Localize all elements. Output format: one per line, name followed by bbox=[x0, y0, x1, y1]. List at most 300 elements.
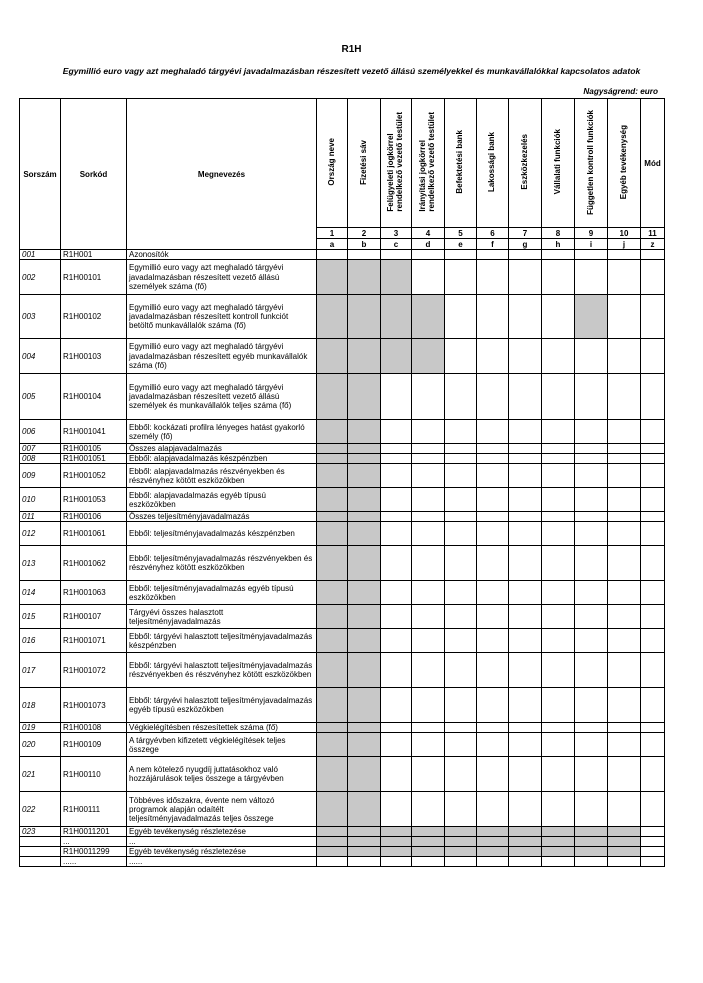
data-cell[interactable] bbox=[509, 512, 542, 522]
data-cell[interactable] bbox=[509, 581, 542, 605]
row-sorszam: 012 bbox=[20, 522, 61, 546]
data-cell[interactable] bbox=[412, 522, 445, 546]
data-cell[interactable] bbox=[445, 653, 477, 688]
row-sorszam: 003 bbox=[20, 295, 61, 339]
data-cell[interactable] bbox=[445, 488, 477, 512]
data-cell[interactable] bbox=[509, 374, 542, 420]
row-megnevezes: Végkielégítésben részesítettek száma (fő) bbox=[127, 723, 317, 733]
data-cell[interactable] bbox=[608, 250, 641, 260]
table-body bbox=[20, 250, 665, 867]
data-cell[interactable] bbox=[641, 837, 665, 847]
data-cell bbox=[348, 454, 381, 464]
data-cell[interactable] bbox=[509, 295, 542, 339]
row-megnevezes: Egyéb tevékenység részletezése bbox=[127, 847, 317, 857]
data-cell[interactable] bbox=[445, 512, 477, 522]
data-cell[interactable] bbox=[641, 653, 665, 688]
data-cell[interactable] bbox=[445, 546, 477, 581]
data-cell[interactable] bbox=[445, 260, 477, 295]
row-megnevezes: Ebből: alapjavadalmazás egyéb típusú eszközökben bbox=[127, 488, 317, 512]
data-cell[interactable] bbox=[445, 522, 477, 546]
data-cell bbox=[317, 733, 348, 757]
row-megnevezes: Ebből: teljesítményjavadalmazás készpénzben bbox=[127, 522, 317, 546]
row-sorszam: 022 bbox=[20, 792, 61, 827]
row-megnevezes: Összes alapjavadalmazás bbox=[127, 444, 317, 454]
data-cell[interactable] bbox=[445, 454, 477, 464]
data-cell[interactable] bbox=[608, 512, 641, 522]
data-cell bbox=[381, 260, 412, 295]
data-cell[interactable] bbox=[641, 339, 665, 374]
data-cell[interactable] bbox=[477, 512, 509, 522]
data-cell[interactable] bbox=[542, 653, 575, 688]
data-cell[interactable] bbox=[412, 857, 445, 867]
data-cell[interactable] bbox=[412, 420, 445, 444]
data-cell[interactable] bbox=[542, 454, 575, 464]
table-row bbox=[20, 260, 665, 295]
data-cell[interactable] bbox=[477, 757, 509, 792]
data-cell[interactable] bbox=[445, 420, 477, 444]
data-cell[interactable] bbox=[445, 444, 477, 454]
data-cell[interactable] bbox=[575, 250, 608, 260]
data-cell bbox=[317, 723, 348, 733]
data-cell[interactable] bbox=[542, 733, 575, 757]
header-col-4: Irányítási jogkörrel rendelkező vezető testület bbox=[412, 99, 445, 228]
data-cell bbox=[317, 629, 348, 653]
data-cell[interactable] bbox=[608, 295, 641, 339]
data-cell[interactable] bbox=[575, 629, 608, 653]
data-cell[interactable] bbox=[542, 488, 575, 512]
data-cell[interactable] bbox=[381, 420, 412, 444]
data-cell[interactable] bbox=[542, 295, 575, 339]
data-cell[interactable] bbox=[381, 605, 412, 629]
data-cell[interactable] bbox=[575, 757, 608, 792]
data-cell[interactable] bbox=[608, 546, 641, 581]
data-cell bbox=[317, 581, 348, 605]
row-sorszam: 005 bbox=[20, 374, 61, 420]
data-cell[interactable] bbox=[477, 260, 509, 295]
data-cell bbox=[348, 733, 381, 757]
data-cell[interactable] bbox=[477, 295, 509, 339]
row-sorszam: 018 bbox=[20, 688, 61, 723]
data-cell[interactable] bbox=[381, 488, 412, 512]
data-cell[interactable] bbox=[608, 464, 641, 488]
data-cell[interactable] bbox=[542, 374, 575, 420]
data-cell[interactable] bbox=[575, 605, 608, 629]
data-cell[interactable] bbox=[542, 522, 575, 546]
data-cell bbox=[412, 339, 445, 374]
data-cell[interactable] bbox=[381, 522, 412, 546]
data-cell[interactable] bbox=[608, 629, 641, 653]
data-cell bbox=[381, 295, 412, 339]
data-cell[interactable] bbox=[542, 629, 575, 653]
data-cell[interactable] bbox=[641, 792, 665, 827]
table-row bbox=[20, 653, 665, 688]
data-cell[interactable] bbox=[608, 653, 641, 688]
data-cell[interactable] bbox=[641, 857, 665, 867]
data-cell[interactable] bbox=[509, 605, 542, 629]
row-sorszam: 023 bbox=[20, 827, 61, 837]
row-megnevezes: Összes teljesítményjavadalmazás bbox=[127, 512, 317, 522]
row-megnevezes: Ebből: tárgyévi halasztott teljesítményjavadalmazás részvényekben és részvényhez kötött eszközökben bbox=[127, 653, 317, 688]
row-megnevezes: Egymillió euro vagy azt meghaladó tárgyévi javadalmazásban részesített vezető állású személyek és munkavállalók teljes száma (fő) bbox=[127, 374, 317, 420]
data-cell[interactable] bbox=[477, 420, 509, 444]
data-cell[interactable] bbox=[575, 857, 608, 867]
row-sorszam: 001 bbox=[20, 250, 61, 260]
data-cell[interactable] bbox=[509, 857, 542, 867]
data-cell[interactable] bbox=[477, 522, 509, 546]
data-cell bbox=[317, 339, 348, 374]
data-cell[interactable] bbox=[575, 723, 608, 733]
col-letter: b bbox=[348, 239, 381, 250]
data-cell[interactable] bbox=[381, 723, 412, 733]
data-cell[interactable] bbox=[608, 454, 641, 464]
row-megnevezes: Tárgyévi összes halasztott teljesítményjavadalmazás bbox=[127, 605, 317, 629]
data-cell[interactable] bbox=[641, 260, 665, 295]
data-cell bbox=[348, 653, 381, 688]
data-cell[interactable] bbox=[575, 464, 608, 488]
data-cell[interactable] bbox=[641, 295, 665, 339]
data-cell[interactable] bbox=[381, 757, 412, 792]
data-cell[interactable] bbox=[477, 581, 509, 605]
data-cell[interactable] bbox=[412, 605, 445, 629]
data-cell[interactable] bbox=[575, 374, 608, 420]
row-sorszam: 015 bbox=[20, 605, 61, 629]
data-cell[interactable] bbox=[445, 605, 477, 629]
data-cell[interactable] bbox=[542, 250, 575, 260]
data-cell[interactable] bbox=[608, 723, 641, 733]
header-col-1: Ország neve bbox=[317, 99, 348, 228]
row-sorkod: R1H0011299 bbox=[61, 847, 127, 857]
data-cell[interactable] bbox=[477, 733, 509, 757]
data-cell[interactable] bbox=[381, 374, 412, 420]
row-megnevezes: Ebből: teljesítményjavadalmazás részvényekben és részvényhez kötött eszközökben bbox=[127, 546, 317, 581]
data-cell[interactable] bbox=[608, 757, 641, 792]
data-cell[interactable] bbox=[641, 488, 665, 512]
data-cell bbox=[317, 420, 348, 444]
data-cell bbox=[317, 374, 348, 420]
data-cell[interactable] bbox=[608, 857, 641, 867]
data-cell[interactable] bbox=[542, 339, 575, 374]
data-cell[interactable] bbox=[445, 339, 477, 374]
row-sorszam: 020 bbox=[20, 733, 61, 757]
data-cell[interactable] bbox=[641, 757, 665, 792]
row-sorkod: ... bbox=[61, 837, 127, 847]
data-cell[interactable] bbox=[348, 250, 381, 260]
data-cell[interactable] bbox=[445, 295, 477, 339]
data-cell[interactable] bbox=[575, 653, 608, 688]
data-cell[interactable] bbox=[509, 792, 542, 827]
data-cell[interactable] bbox=[381, 464, 412, 488]
data-cell[interactable] bbox=[381, 444, 412, 454]
data-cell[interactable] bbox=[381, 688, 412, 723]
data-cell[interactable] bbox=[477, 605, 509, 629]
data-cell[interactable] bbox=[445, 374, 477, 420]
data-cell[interactable] bbox=[542, 546, 575, 581]
data-cell[interactable] bbox=[477, 857, 509, 867]
data-cell[interactable] bbox=[381, 454, 412, 464]
data-cell[interactable] bbox=[412, 792, 445, 827]
data-cell[interactable] bbox=[445, 581, 477, 605]
data-cell[interactable] bbox=[477, 250, 509, 260]
data-cell[interactable] bbox=[509, 522, 542, 546]
data-cell[interactable] bbox=[509, 757, 542, 792]
data-cell[interactable] bbox=[542, 420, 575, 444]
data-cell[interactable] bbox=[381, 629, 412, 653]
data-cell[interactable] bbox=[509, 653, 542, 688]
data-cell[interactable] bbox=[477, 688, 509, 723]
data-cell[interactable] bbox=[575, 522, 608, 546]
data-cell[interactable] bbox=[608, 444, 641, 454]
data-cell[interactable] bbox=[641, 420, 665, 444]
table-row bbox=[20, 464, 665, 488]
data-cell[interactable] bbox=[381, 857, 412, 867]
data-cell[interactable] bbox=[641, 847, 665, 857]
data-cell[interactable] bbox=[477, 546, 509, 581]
data-cell[interactable] bbox=[477, 653, 509, 688]
data-cell bbox=[317, 522, 348, 546]
table-row bbox=[20, 688, 665, 723]
data-cell bbox=[509, 837, 542, 847]
data-cell[interactable] bbox=[509, 733, 542, 757]
header-col-7: Eszközkezelés bbox=[509, 99, 542, 228]
data-cell[interactable] bbox=[412, 629, 445, 653]
data-cell[interactable] bbox=[641, 733, 665, 757]
data-cell[interactable] bbox=[412, 581, 445, 605]
header-sorkod: Sorkód bbox=[61, 99, 127, 250]
data-cell[interactable] bbox=[641, 605, 665, 629]
data-cell[interactable] bbox=[542, 260, 575, 295]
data-cell bbox=[608, 827, 641, 837]
data-cell[interactable] bbox=[608, 605, 641, 629]
data-cell bbox=[348, 605, 381, 629]
data-cell bbox=[608, 837, 641, 847]
data-cell[interactable] bbox=[641, 250, 665, 260]
row-sorkod: R1H001 bbox=[61, 250, 127, 260]
data-cell[interactable] bbox=[477, 339, 509, 374]
col-number: 6 bbox=[477, 228, 509, 239]
data-cell[interactable] bbox=[542, 757, 575, 792]
data-cell bbox=[412, 847, 445, 857]
data-cell[interactable] bbox=[509, 420, 542, 444]
col-letter: a bbox=[317, 239, 348, 250]
data-cell[interactable] bbox=[477, 488, 509, 512]
data-cell[interactable] bbox=[608, 792, 641, 827]
row-megnevezes: Egymillió euro vagy azt meghaladó tárgyévi javadalmazásban részesített vezető állású személyek száma (fő) bbox=[127, 260, 317, 295]
data-cell[interactable] bbox=[477, 792, 509, 827]
data-cell[interactable] bbox=[317, 857, 348, 867]
data-cell[interactable] bbox=[542, 792, 575, 827]
table-row bbox=[20, 420, 665, 444]
row-megnevezes: Ebből: tárgyévi halasztott teljesítményjavadalmazás egyéb típusú eszközökben bbox=[127, 688, 317, 723]
data-cell[interactable] bbox=[509, 464, 542, 488]
data-cell[interactable] bbox=[608, 339, 641, 374]
data-cell[interactable] bbox=[412, 733, 445, 757]
data-cell[interactable] bbox=[445, 792, 477, 827]
data-cell[interactable] bbox=[641, 512, 665, 522]
data-cell bbox=[317, 605, 348, 629]
row-megnevezes: Ebből: kockázati profilra lényeges hatást gyakorló személy (fő) bbox=[127, 420, 317, 444]
data-cell bbox=[348, 757, 381, 792]
data-cell[interactable] bbox=[509, 250, 542, 260]
col-number: 9 bbox=[575, 228, 608, 239]
data-cell[interactable] bbox=[608, 374, 641, 420]
col-letter: j bbox=[608, 239, 641, 250]
data-cell[interactable] bbox=[445, 733, 477, 757]
data-cell[interactable] bbox=[608, 420, 641, 444]
data-cell[interactable] bbox=[542, 581, 575, 605]
data-cell[interactable] bbox=[542, 688, 575, 723]
data-cell[interactable] bbox=[317, 250, 348, 260]
data-cell[interactable] bbox=[412, 250, 445, 260]
data-cell[interactable] bbox=[641, 464, 665, 488]
data-cell[interactable] bbox=[445, 250, 477, 260]
data-cell bbox=[317, 464, 348, 488]
row-sorszam: 019 bbox=[20, 723, 61, 733]
data-cell[interactable] bbox=[608, 581, 641, 605]
data-cell[interactable] bbox=[608, 733, 641, 757]
data-cell[interactable] bbox=[542, 723, 575, 733]
data-cell[interactable] bbox=[445, 629, 477, 653]
data-cell bbox=[317, 757, 348, 792]
data-cell[interactable] bbox=[445, 723, 477, 733]
data-cell[interactable] bbox=[575, 339, 608, 374]
data-cell[interactable] bbox=[412, 488, 445, 512]
data-cell[interactable] bbox=[608, 522, 641, 546]
data-cell[interactable] bbox=[542, 464, 575, 488]
data-cell[interactable] bbox=[509, 723, 542, 733]
row-sorszam: 021 bbox=[20, 757, 61, 792]
data-cell[interactable] bbox=[412, 464, 445, 488]
row-sorkod: R1H00101 bbox=[61, 260, 127, 295]
data-cell[interactable] bbox=[575, 420, 608, 444]
data-cell[interactable] bbox=[381, 512, 412, 522]
data-cell[interactable] bbox=[641, 629, 665, 653]
data-cell[interactable] bbox=[412, 546, 445, 581]
data-cell[interactable] bbox=[575, 581, 608, 605]
table-row bbox=[20, 723, 665, 733]
unit-label: Nagyságrend: euro bbox=[583, 87, 658, 96]
row-sorkod: R1H001073 bbox=[61, 688, 127, 723]
data-cell[interactable] bbox=[542, 512, 575, 522]
table-row bbox=[20, 295, 665, 339]
row-sorkod: R1H001052 bbox=[61, 464, 127, 488]
data-cell[interactable] bbox=[575, 792, 608, 827]
data-cell[interactable] bbox=[412, 260, 445, 295]
header-col-5: Befektetési bank bbox=[445, 99, 477, 228]
data-cell bbox=[348, 488, 381, 512]
data-cell[interactable] bbox=[575, 512, 608, 522]
row-sorkod: R1H001063 bbox=[61, 581, 127, 605]
data-cell[interactable] bbox=[509, 444, 542, 454]
data-cell[interactable] bbox=[641, 581, 665, 605]
data-cell[interactable] bbox=[381, 250, 412, 260]
data-cell[interactable] bbox=[477, 454, 509, 464]
data-cell[interactable] bbox=[509, 688, 542, 723]
data-cell[interactable] bbox=[477, 723, 509, 733]
data-cell bbox=[348, 260, 381, 295]
data-cell[interactable] bbox=[445, 688, 477, 723]
data-cell[interactable] bbox=[509, 454, 542, 464]
table-row bbox=[20, 847, 665, 857]
table-row bbox=[20, 374, 665, 420]
data-cell[interactable] bbox=[575, 733, 608, 757]
data-cell[interactable] bbox=[575, 454, 608, 464]
data-cell[interactable] bbox=[412, 454, 445, 464]
row-sorkod: R1H00109 bbox=[61, 733, 127, 757]
data-cell[interactable] bbox=[509, 339, 542, 374]
data-cell[interactable] bbox=[575, 546, 608, 581]
row-megnevezes: A nem kötelező nyugdíj juttatásokhoz való hozzájárulások teljes összege a tárgyévben bbox=[127, 757, 317, 792]
data-cell[interactable] bbox=[381, 546, 412, 581]
data-cell[interactable] bbox=[381, 733, 412, 757]
data-cell[interactable] bbox=[575, 444, 608, 454]
data-cell bbox=[575, 837, 608, 847]
data-cell[interactable] bbox=[412, 444, 445, 454]
data-cell[interactable] bbox=[477, 629, 509, 653]
data-cell[interactable] bbox=[575, 260, 608, 295]
data-cell bbox=[348, 688, 381, 723]
data-cell[interactable] bbox=[608, 688, 641, 723]
data-cell[interactable] bbox=[641, 827, 665, 837]
data-cell[interactable] bbox=[509, 260, 542, 295]
data-cell[interactable] bbox=[641, 688, 665, 723]
data-cell[interactable] bbox=[412, 688, 445, 723]
data-cell[interactable] bbox=[575, 688, 608, 723]
col-number: 2 bbox=[348, 228, 381, 239]
data-cell[interactable] bbox=[381, 792, 412, 827]
data-cell bbox=[348, 827, 381, 837]
data-cell[interactable] bbox=[641, 454, 665, 464]
data-cell bbox=[317, 260, 348, 295]
data-cell[interactable] bbox=[412, 757, 445, 792]
data-cell[interactable] bbox=[608, 488, 641, 512]
data-cell bbox=[477, 847, 509, 857]
data-cell[interactable] bbox=[575, 488, 608, 512]
data-cell[interactable] bbox=[608, 260, 641, 295]
data-cell[interactable] bbox=[412, 723, 445, 733]
row-sorkod: R1H001041 bbox=[61, 420, 127, 444]
data-cell[interactable] bbox=[509, 488, 542, 512]
data-cell[interactable] bbox=[348, 857, 381, 867]
data-cell bbox=[412, 295, 445, 339]
data-cell[interactable] bbox=[381, 653, 412, 688]
data-cell[interactable] bbox=[381, 581, 412, 605]
row-sorszam: 008 bbox=[20, 454, 61, 464]
data-cell[interactable] bbox=[641, 522, 665, 546]
data-cell[interactable] bbox=[412, 374, 445, 420]
row-sorszam: 016 bbox=[20, 629, 61, 653]
data-cell[interactable] bbox=[641, 546, 665, 581]
data-cell[interactable] bbox=[542, 857, 575, 867]
data-cell[interactable] bbox=[477, 444, 509, 454]
data-cell[interactable] bbox=[445, 857, 477, 867]
data-cell[interactable] bbox=[641, 444, 665, 454]
data-cell[interactable] bbox=[412, 512, 445, 522]
data-cell[interactable] bbox=[445, 757, 477, 792]
data-cell[interactable] bbox=[445, 464, 477, 488]
data-cell[interactable] bbox=[641, 374, 665, 420]
header-col-8: Vállalati funkciók bbox=[542, 99, 575, 228]
data-cell[interactable] bbox=[542, 444, 575, 454]
data-cell[interactable] bbox=[477, 464, 509, 488]
data-cell[interactable] bbox=[641, 723, 665, 733]
data-cell[interactable] bbox=[509, 546, 542, 581]
data-cell[interactable] bbox=[477, 374, 509, 420]
data-cell[interactable] bbox=[509, 629, 542, 653]
row-sorszam: 017 bbox=[20, 653, 61, 688]
data-cell[interactable] bbox=[412, 653, 445, 688]
col-letter: h bbox=[542, 239, 575, 250]
data-cell[interactable] bbox=[542, 605, 575, 629]
